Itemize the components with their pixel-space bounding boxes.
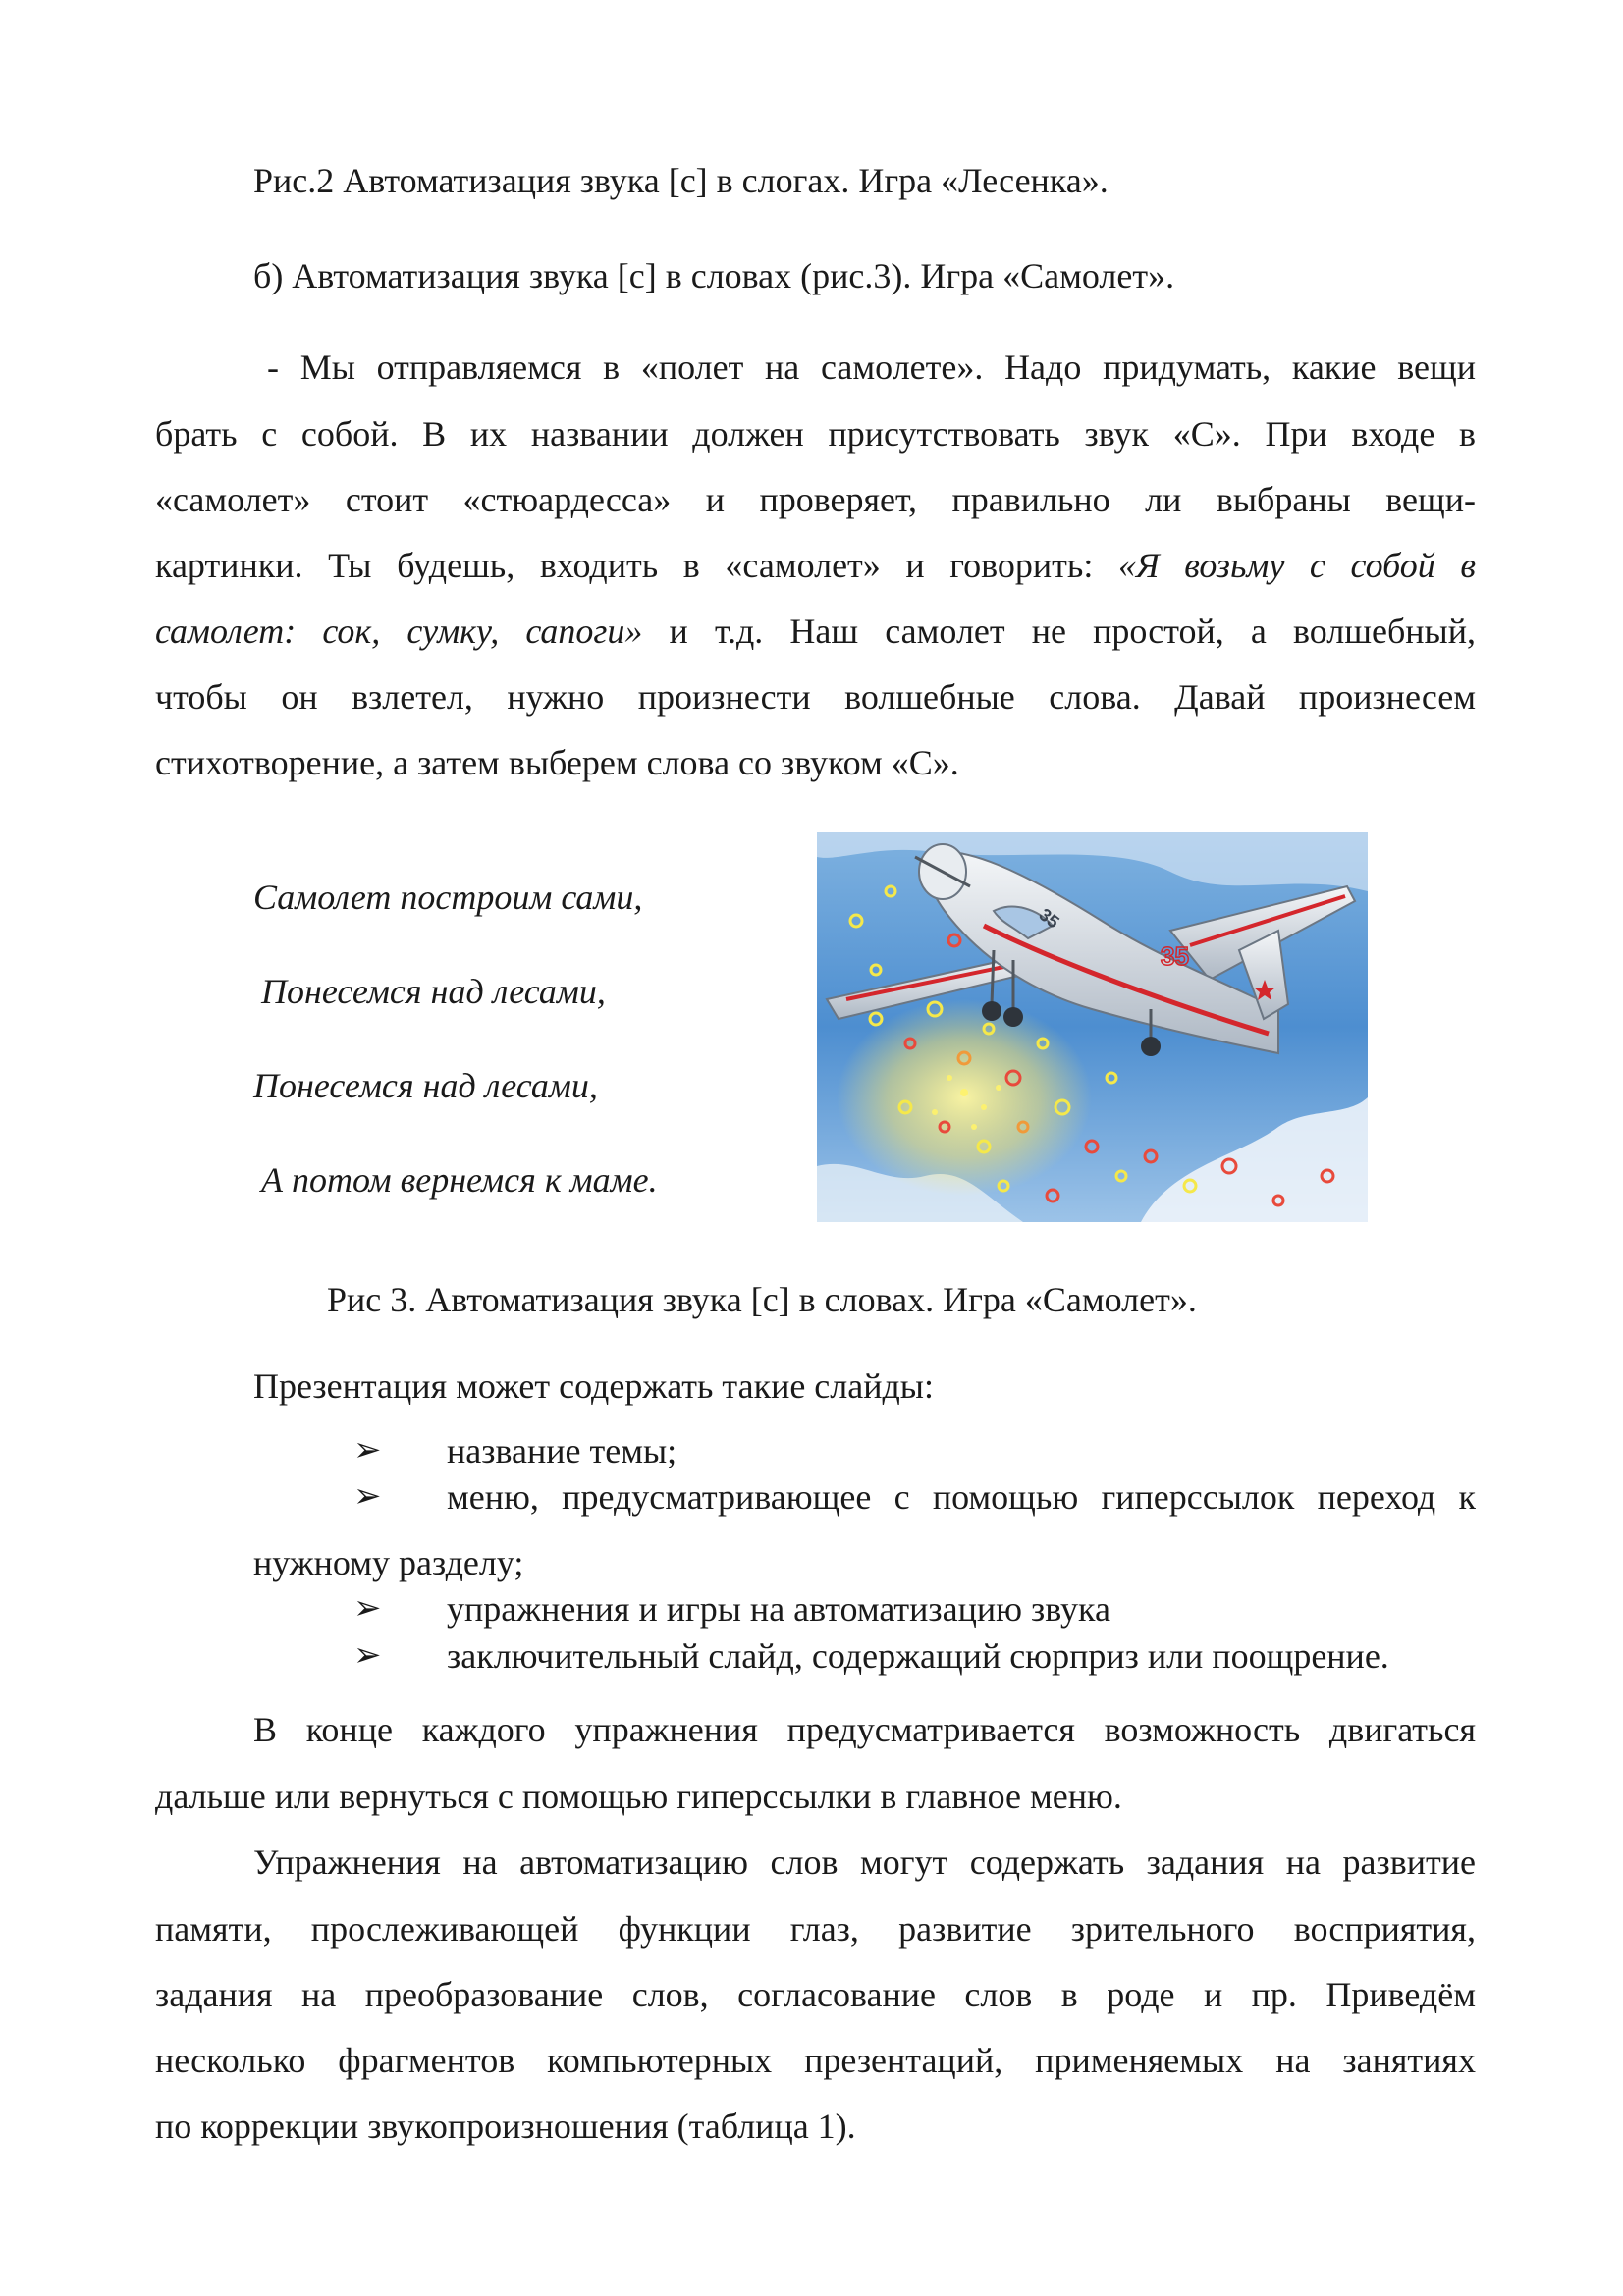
paragraph-line: Упражнения на автоматизацию слов могут содержать задания на развитие [253, 1842, 1476, 1882]
paragraph-line: В конце каждого упражнения предусматривается возможность двигаться [253, 1710, 1476, 1749]
arrow-bullet-icon: ➢ [353, 1432, 382, 1468]
poem-line: А потом вернемся к маме. [261, 1160, 658, 1200]
paragraph-line: дальше или вернуться с помощью гиперссылки в главное меню. [155, 1777, 1122, 1816]
paragraph-line: памяти, прослеживающей функции глаз, развитие зрительного восприятия, [155, 1909, 1476, 1949]
poem-line: Понесемся над лесами, [253, 1066, 598, 1105]
poem-line: Самолет построим сами, [253, 878, 643, 917]
plane-number-nose: 35 [1035, 904, 1063, 933]
poem-line: Понесемся над лесами, [261, 972, 606, 1011]
paragraph-line: «самолет» стоит «стюардесса» и проверяет, правильно ли выбраны вещи- [155, 480, 1476, 519]
paragraph-line [155, 544, 1476, 587]
paragraph-line: несколько фрагментов компьютерных презентаций, применяемых на занятиях [155, 2041, 1476, 2080]
list-item-continuation: нужному разделу; [253, 1543, 524, 1582]
plane-number-side: 35 [1161, 941, 1189, 971]
figure-2-caption: Рис.2 Автоматизация звука [с] в слогах. Игра «Лесенка». [253, 161, 1109, 200]
list-item-text: меню, предусматривающее с помощью гиперссылок переход к [447, 1477, 1476, 1517]
paragraph-line: стихотворение, а затем выберем слова со звуком «С». [155, 743, 959, 782]
example-phrase: «Я возьму с собой в [1117, 546, 1477, 585]
section-heading-b: б) Автоматизация звука [с] в словах (рис.3). Игра «Самолет». [253, 256, 1175, 295]
paragraph-text: картинки. Ты будешь, входить в «самолет» и говорить: [155, 546, 1118, 585]
airplane-illustration-icon [817, 832, 1368, 1222]
paragraph-line: по коррекции звукопроизношения (таблица 1). [155, 2107, 856, 2146]
figure-3-caption: Рис 3. Автоматизация звука [с] в словах. Игра «Самолет». [327, 1280, 1197, 1319]
list-item-text: упражнения и игры на автоматизацию звука [447, 1589, 1110, 1629]
paragraph-line: задания на преобразование слов, согласование слов в роде и пр. Приведём [155, 1975, 1476, 2014]
paragraph-text: и т.д. Наш самолет не простой, а волшебный, [642, 612, 1476, 651]
example-phrase: самолет: сок, сумку, сапоги» [155, 612, 643, 651]
arrow-bullet-icon: ➢ [353, 1637, 382, 1674]
paragraph-line [155, 610, 1476, 653]
paragraph-line: чтобы он взлетел, нужно произнести волшебные слова. Давай произнесем [155, 677, 1476, 717]
paragraph-line: брать с собой. В их названии должен присутствовать звук «С». При входе в [155, 414, 1476, 454]
slides-intro: Презентация может содержать такие слайды: [253, 1366, 934, 1406]
list-item-text: название темы; [447, 1431, 677, 1470]
list-item-text: заключительный слайд, содержащий сюрприз или поощрение. [447, 1636, 1389, 1676]
arrow-bullet-icon: ➢ [353, 1478, 382, 1515]
arrow-bullet-icon: ➢ [353, 1590, 382, 1627]
paragraph-line: - Мы отправляемся в «полет на самолете». Надо придумать, какие вещи [267, 347, 1476, 387]
